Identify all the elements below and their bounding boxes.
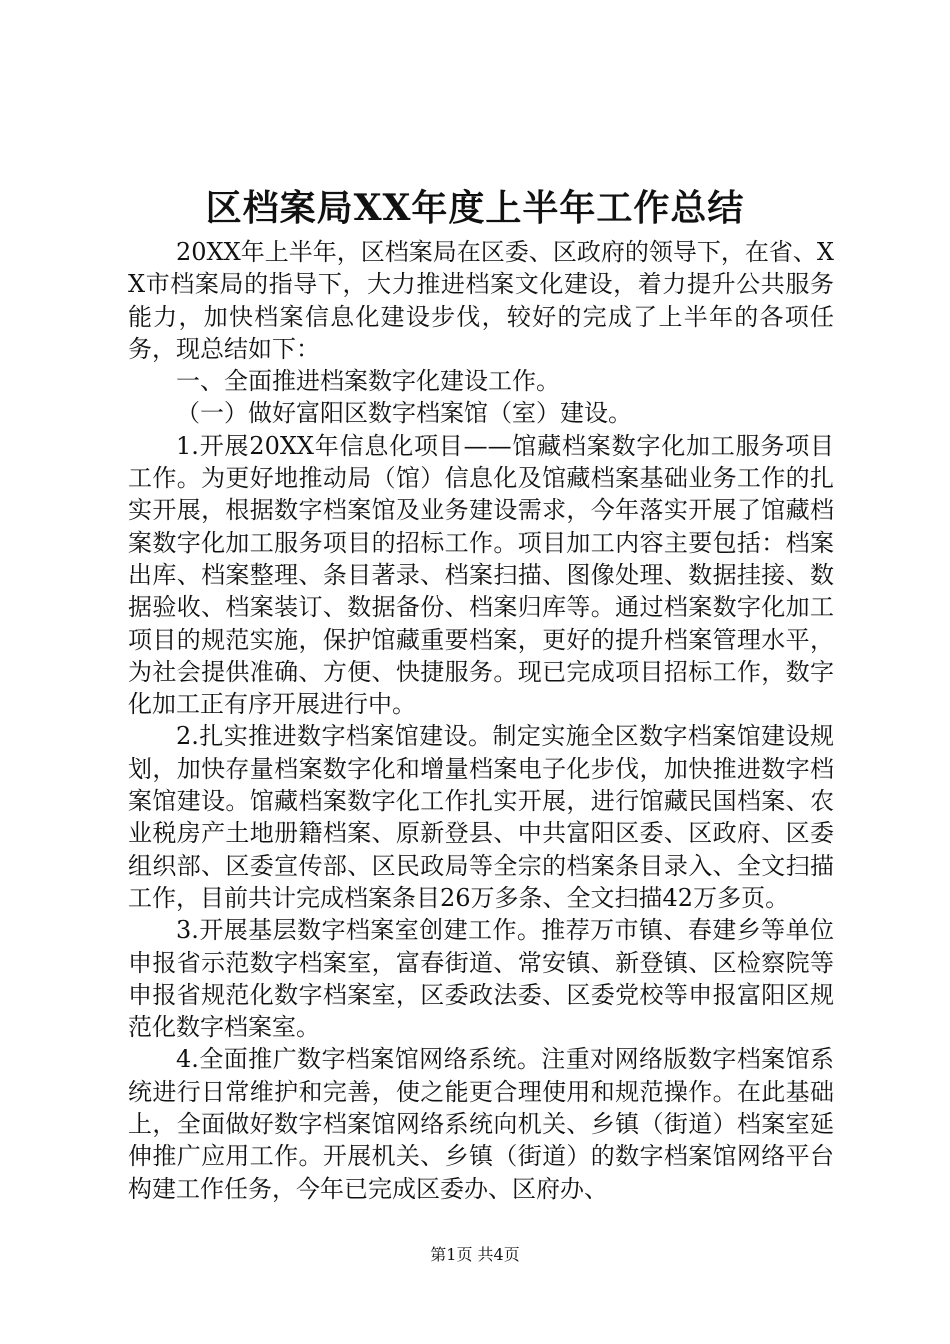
paragraph-intro: 20XX年上半年，区档案局在区委、区政府的领导下，在省、XX市档案局的指导下，大力推进档案文化建设，着力提升公共服务能力，加快档案信息化建设步伐，较好的完成了上半年的各项任务，现总结如下： (128, 238, 834, 363)
page-number-footer: 第1页 共4页 (430, 1245, 520, 1264)
heading-subsection-1: （一）做好富阳区数字档案馆（室）建设。 (176, 399, 632, 428)
document-title: 区档案局XX年度上半年工作总结 (205, 187, 745, 229)
paragraph-item-2: 2.扎实推进数字档案馆建设。制定实施全区数字档案馆建设规划，加快存量档案数字化和增量档案电子化步伐，加快推进数字档案馆建设。馆藏档案数字化工作扎实开展，进行馆藏民国档案、农业税房产土地册籍档案、原新登县、中共富阳区委、区政府、区委组织部、区委宣传部、区民政局等全宗的档案条目录入、全文扫描工作，目前共计完成档案条目26万多条、全文扫描42万多页。 (128, 722, 834, 912)
paragraph-item-1: 1.开展20XX年信息化项目——馆藏档案数字化加工服务项目工作。为更好地推动局（馆）信息化及馆藏档案基础业务工作的扎实开展，根据数字档案馆及业务建设需求，今年落实开展了馆藏档案数字化加工服务项目的招标工作。项目加工内容主要包括：档案出库、档案整理、条目著录、档案扫描、图像处理、数据挂接、数据验收、档案装订、数据备份、档案归库等。通过档案数字化加工项目的规范实施，保护馆藏重要档案，更好的提升档案管理水平，为社会提供准确、方便、快捷服务。现已完成项目招标工作，数字化加工正有序开展进行中。 (128, 431, 834, 719)
paragraph-item-3: 3.开展基层数字档案室创建工作。推荐万市镇、春建乡等单位申报省示范数字档案室，富春街道、常安镇、新登镇、区检察院等申报省规范化数字档案室，区委政法委、区委党校等申报富阳区规范化数字档案室。 (128, 916, 834, 1042)
document-body (128, 236, 834, 1205)
heading-section-1: 一、全面推进档案数字化建设工作。 (176, 367, 560, 396)
paragraph-item-4: 4.全面推广数字档案馆网络系统。注重对网络版数字档案馆系统进行日常维护和完善，使之能更合理使用和规范操作。在此基础上，全面做好数字档案馆网络系统向机关、乡镇（街道）档案室延伸推广应用工作。开展机关、乡镇（街道）的数字档案馆网络平台构建工作任务，今年已完成区委办、区府办、 (128, 1045, 834, 1203)
